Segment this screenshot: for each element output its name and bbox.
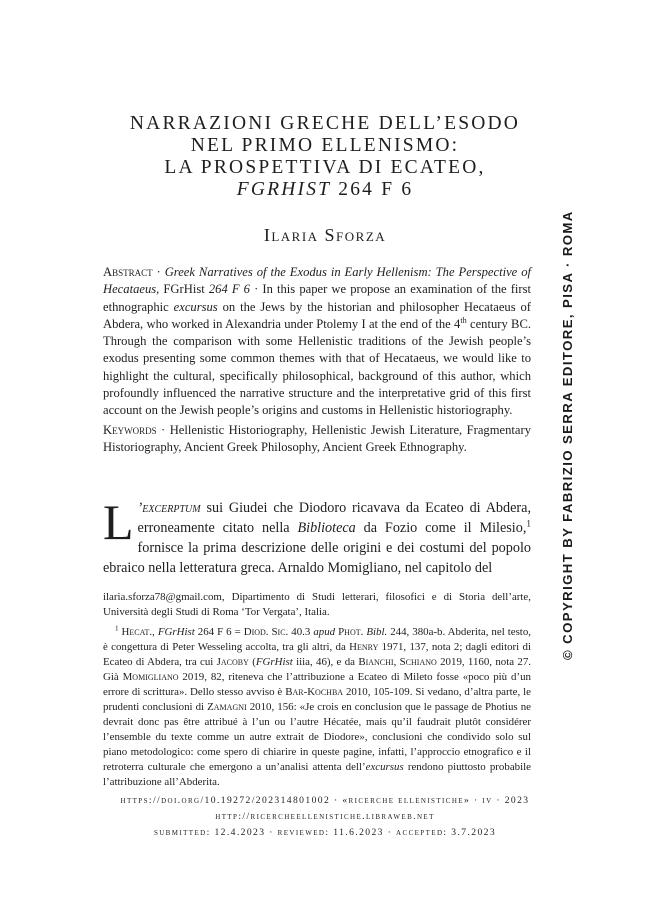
excerptum-word: ’excerptum	[137, 500, 201, 516]
article-title	[0, 113, 650, 201]
title-ref-number: 264 F 6	[331, 179, 414, 200]
body-paragraph: L ’excerptum sui Giudei che Diodoro ricavava da Ecateo di Abdera, erroneamente citato nella Biblioteca da Fozio come il Milesio,$^1$ fornisce la prima descrizione delle origini e dei costumi del popolo ebraico nella letteratura greca. Arnaldo Momigliano, nel capitolo del	[103, 494, 531, 576]
abstract-paragraph: Abstract · Greek Narratives of the Exodus in Early Hellenism: The Perspective of Hecataeus, FGrHist 264 F 6 · In this paper we propose an examination of the first ethnographic excursus on the Jews by the historian and philosopher Hecataeus of Abdera, who worked in Alexandria under Ptolemy I at the end of the 4th century BC. Through the comparison with some Hellenistic traditions of the Jewish people’s exodus presenting some common themes with that of Hecataeus, we would like to highlight the cultural, specifically philosophical, background of this author, which profoundly influenced the narrative structure and the interpretative grid of this first account on the Jewish people’s origins and customs in Hellenistic historiography.	[103, 265, 531, 418]
journal-url[interactable]: http://ricercheellenistiche.libraweb.net	[215, 811, 435, 822]
footnote-1: $^1$ Hecat., FGrHist 264 F 6 = Diod. Sic. 40.3 apud Phot. Bibl. 244, 380a-b. Abderita, nel testo, è congettura di Peter Wesseling accolta, tra gli altri, da Henry 1971, 137, nota 2; dagli editori di Ecateo di Abdera, tra cui Jacoby (FGrHist iiia, 46), e da Bianchi, Schiano 2019, 1160, nota 27. Già Momigliano 2019, 82, riteneva che l’attribuzione a Ecateo di Mileto fosse «poco più d’un errore di scrittura». Dello stesso avviso è Bar-Kochba 2010, 105-109. Si vedano, d’altra parte, le prudenti conclusioni di Zamagni 2010, 156: «Je crois en conclusion que le passage de Photius ne devrait donc pas être attribué à l’un ou l’autre Hécatée, mais qu’il faudrait plutôt considérer l’ensemble du texte comme un autre extrait de Diodore», conclusioni che condivido solo sul piano metodologico: come spero di chiarire in queste pagine, infatti, l’approccio etnografico e il retroterra culturale che emergono a un’analisi attenta dell’excursus rendono piuttosto probabile l’attribuzione all’Abderita.	[103, 624, 532, 788]
author-affiliation: ilaria.sforza78@gmail.com, Dipartimento di Studi letterari, filosofici e di Storia dell’arte, Università degli Studi di Roma ‘Tor Vergata’, Italia.	[103, 591, 531, 618]
keywords-label: Keywords	[103, 422, 157, 437]
title-line-1: NARRAZIONI GRECHE DELL’ESODO	[129, 113, 521, 134]
keywords: Keywords · Hellenistic Historiography, Hellenistic Jewish Literature, Fragmentary Historiography, Ancient Greek Philosophy, Ancient Greek Ethnography.	[103, 422, 531, 454]
title-line-4	[0, 179, 650, 201]
publication-footer	[0, 793, 650, 841]
copyright-notice: © COPYRIGHT BY FABRIZIO SERRA EDITORE, PISA · ROMA	[560, 210, 575, 660]
title-fgrhist: FGRHIST	[236, 179, 332, 200]
drop-cap: L	[103, 494, 134, 550]
footnotes	[103, 590, 531, 790]
abstract-title: Greek Narratives of the Exodus in Early Hellenism: The Perspective of Hecataeus,	[103, 265, 531, 297]
abstract	[103, 264, 531, 456]
keywords-text: Hellenistic Historiography, Hellenistic Jewish Literature, Fragmentary Historiography, Ancient Greek Philosophy, Ancient Greek Ethnography.	[103, 422, 531, 454]
footnote-marker[interactable]: 1	[526, 518, 531, 529]
title-line-3: LA PROSPETTIVA DI ECATEO,	[164, 157, 486, 178]
submission-dates: submitted: 12.4.2023 · reviewed: 11.6.2023 · accepted: 3.7.2023	[153, 827, 497, 838]
author-name: Ilaria Sforza	[263, 225, 387, 245]
abstract-label: Abstract	[103, 265, 153, 279]
doi-line[interactable]: https://doi.org/10.19272/202314801002 · «ricerche ellenistiche» · iv · 2023	[120, 795, 530, 806]
title-line-2: NEL PRIMO ELLENISMO:	[190, 135, 460, 156]
